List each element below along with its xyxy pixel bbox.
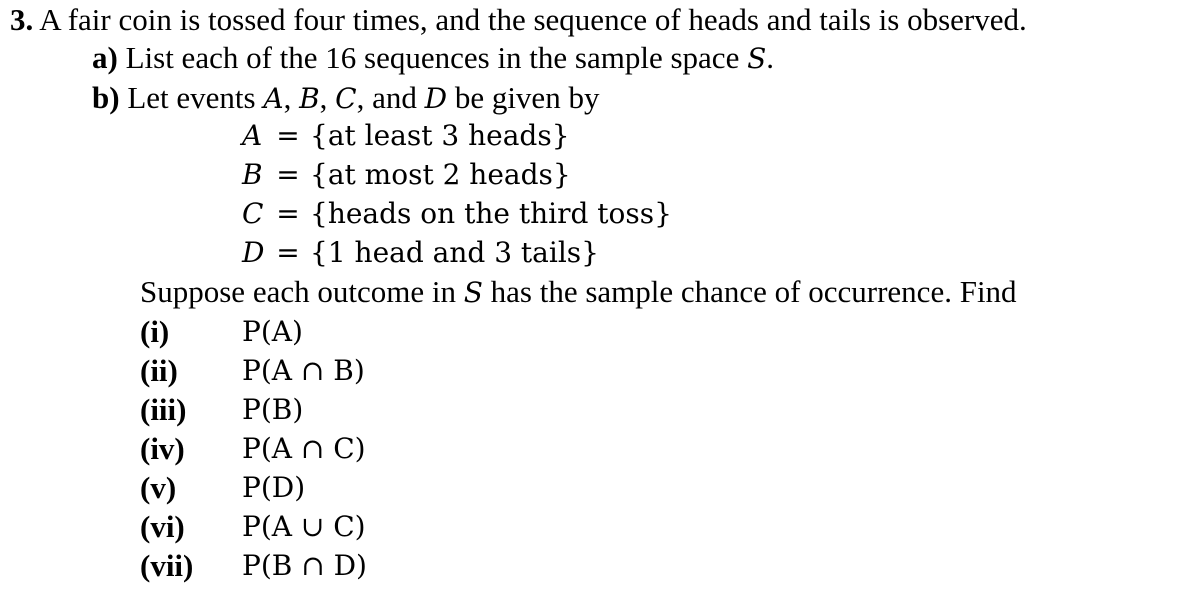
event-d-symbol: D: [424, 82, 448, 115]
part-a-text-after: .: [766, 40, 775, 75]
part-b-text-2: ,: [283, 80, 300, 115]
event-c-symbol: C: [335, 82, 357, 115]
part-b-text-1: Let events: [127, 80, 264, 115]
event-definition-a: [242, 118, 570, 154]
event-definition-d: [242, 235, 599, 271]
event-name: B: [242, 158, 263, 191]
question-label: (ii): [140, 353, 178, 388]
part-b-line: [92, 80, 599, 117]
event-b-symbol: B: [299, 82, 320, 115]
probability-expression: P(A ∪ C): [242, 510, 366, 543]
question-label: (vii): [140, 548, 194, 583]
event-name: C: [242, 197, 264, 230]
event-definition-b: [242, 157, 571, 193]
event-set: {at least 3 heads}: [310, 119, 570, 152]
question-label: (i): [140, 314, 170, 349]
equals-sign: =: [276, 158, 300, 191]
question-label: (vi): [140, 509, 185, 544]
part-b-text-5: be given by: [447, 80, 600, 115]
part-b-text-4: , and: [356, 80, 425, 115]
part-b-label: b): [92, 80, 120, 115]
suppose-text-after: has the sample chance of occurrence. Find: [482, 274, 1017, 309]
probability-expression: P(A ∩ C): [242, 432, 366, 465]
question-label: (v): [140, 470, 177, 505]
probability-expression: P(A ∩ B): [242, 354, 365, 387]
event-set: {1 head and 3 tails}: [310, 236, 599, 269]
equals-sign: =: [276, 119, 300, 152]
suppose-line: [140, 274, 1017, 311]
question-label: (iv): [140, 431, 185, 466]
problem-stem: A fair coin is tossed four times, and the sequence of heads and tails is observed.: [39, 2, 1027, 37]
sample-space-symbol: S: [747, 42, 767, 75]
event-name: A: [242, 119, 263, 152]
part-b-text: [127, 80, 599, 115]
equals-sign: =: [276, 236, 300, 269]
part-a-text-before: List each of the 16 sequences in the sample space: [125, 40, 748, 75]
part-b-text-3: ,: [319, 80, 336, 115]
problem-number: 3.: [10, 2, 34, 37]
event-set: {at most 2 heads}: [310, 158, 571, 191]
event-set: {heads on the third toss}: [310, 197, 672, 230]
equals-sign: =: [276, 197, 300, 230]
sample-space-symbol: S: [463, 276, 483, 309]
suppose-text-before: Suppose each outcome in: [140, 274, 464, 309]
probability-expression: P(B): [242, 393, 304, 426]
question-label: (iii): [140, 392, 187, 427]
event-definition-c: [242, 196, 672, 232]
probability-expression: P(A): [242, 315, 303, 348]
part-a-label: a): [92, 40, 118, 75]
part-a-text: [126, 40, 774, 75]
probability-expression: P(D): [242, 471, 306, 504]
problem-stem-line: [10, 2, 1027, 38]
event-a-symbol: A: [263, 82, 284, 115]
probability-expression: P(B ∩ D): [242, 549, 367, 582]
event-name: D: [242, 236, 265, 269]
part-a-line: [92, 40, 774, 77]
